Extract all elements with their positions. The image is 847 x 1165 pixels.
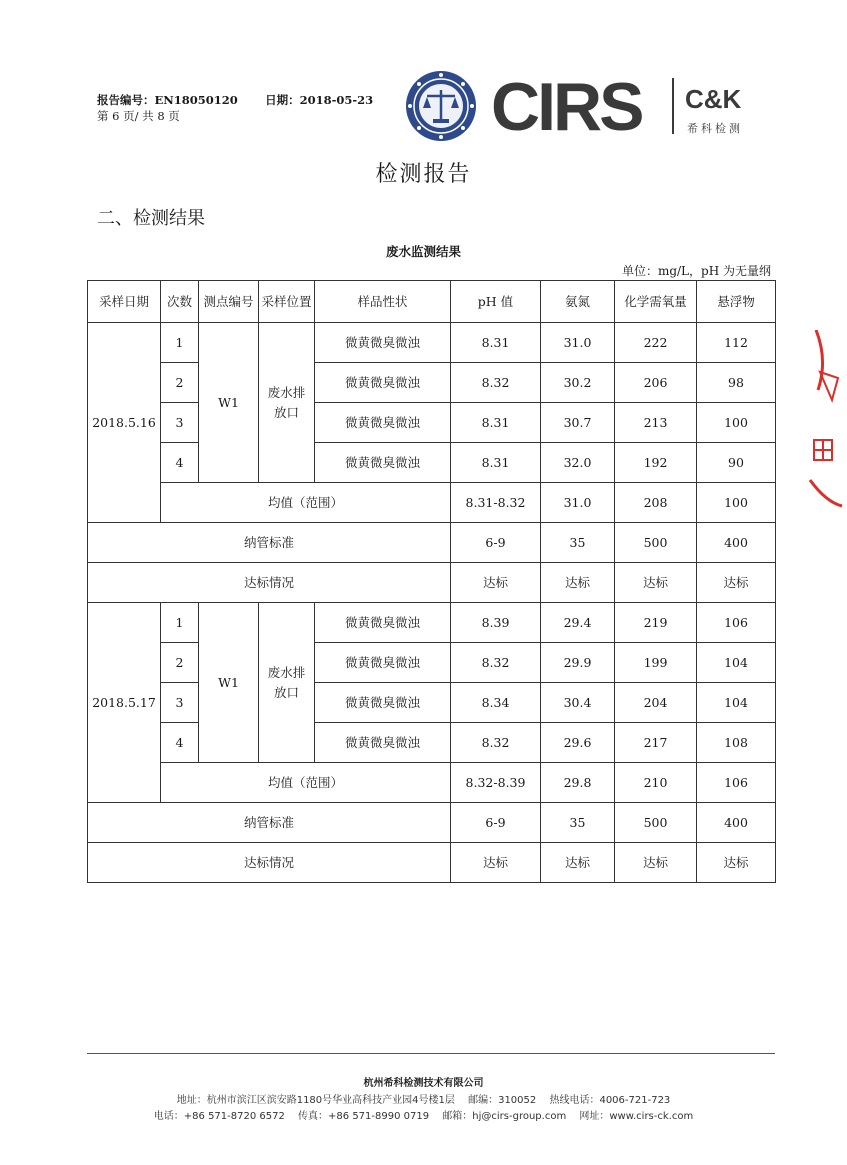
compliance-nh3: 达标 [541,563,615,603]
company-logo [405,68,765,144]
mean-label: 均值（范围） [161,483,451,523]
col-header-date: 采样日期 [88,281,161,323]
table-row [88,403,776,443]
col-header-ph: pH 值 [451,281,541,323]
standard-row [88,523,776,563]
mean-row [88,763,776,803]
compliance-nh3: 达标 [541,843,615,883]
date-label: 日期： [265,93,300,107]
table-row [88,683,776,723]
cell-cod: 204 [615,683,697,723]
cell-cod: 206 [615,363,697,403]
mean-row [88,483,776,523]
standard-nh3: 35 [541,803,615,843]
cell-cod: 222 [615,323,697,363]
cell-appearance: 微黄微臭微浊 [315,443,451,483]
cell-nh3: 29.4 [541,603,615,643]
table-header-row [88,281,776,323]
compliance-ss: 达标 [697,563,776,603]
report-no: EN18050120 [154,93,238,107]
footer-address: 地址：杭州市滨江区滨安路1180号华业高科技产业园4号楼1层 [176,1095,455,1106]
unit-note: 单位：mg/L，pH 为无量纲 [621,264,771,278]
footer-hotline: 热线电话：4006-721-723 [549,1095,671,1106]
table-row [88,643,776,683]
partner-sub-text: 希科检测 [687,122,743,135]
cell-appearance: 微黄微臭微浊 [315,603,451,643]
cell-ss: 108 [697,723,776,763]
standard-label: 纳管标准 [88,523,451,563]
footer-fax: 传真：+86 571-8990 0719 [298,1111,430,1122]
standard-ss: 400 [697,803,776,843]
col-header-appearance: 样品性状 [315,281,451,323]
cell-ph: 8.39 [451,603,541,643]
cell-nh3: 30.4 [541,683,615,723]
table-title: 废水监测结果 [385,244,461,259]
cell-cod: 217 [615,723,697,763]
cell-appearance: 微黄微臭微浊 [315,403,451,443]
cell-cod: 199 [615,643,697,683]
standard-label: 纳管标准 [88,803,451,843]
compliance-ph: 达标 [451,843,541,883]
standard-cod: 500 [615,523,697,563]
cell-ss: 90 [697,443,776,483]
compliance-row [88,563,776,603]
footer-postcode: 邮编：310052 [468,1095,537,1106]
cell-appearance: 微黄微臭微浊 [315,723,451,763]
report-meta [97,92,373,108]
compliance-cod: 达标 [615,843,697,883]
scales-seal-icon [406,71,476,141]
col-header-count: 次数 [161,281,199,323]
cell-count: 4 [161,723,199,763]
table-row [88,363,776,403]
col-header-location: 采样位置 [259,281,315,323]
cell-ph: 8.31 [451,323,541,363]
cell-appearance: 微黄微臭微浊 [315,363,451,403]
brand-logo-text: CIRS [491,69,642,144]
col-header-point: 测点编号 [199,281,259,323]
cell-appearance: 微黄微臭微浊 [315,323,451,363]
cell-count: 4 [161,443,199,483]
cell-ss: 98 [697,363,776,403]
section-heading: 二、检测结果 [97,208,205,229]
standard-ph: 6-9 [451,803,541,843]
compliance-cod: 达标 [615,563,697,603]
cell-cod: 213 [615,403,697,443]
cell-count: 3 [161,403,199,443]
compliance-ss: 达标 [697,843,776,883]
point-id: W1 [199,603,259,763]
compliance-ph: 达标 [451,563,541,603]
sampling-date: 2018.5.16 [88,323,161,523]
cell-nh3: 30.7 [541,403,615,443]
sampling-date: 2018.5.17 [88,603,161,803]
cell-ph: 8.32 [451,643,541,683]
mean-label: 均值（范围） [161,763,451,803]
standard-nh3: 35 [541,523,615,563]
cell-cod: 219 [615,603,697,643]
cell-ss: 104 [697,643,776,683]
mean-ph: 8.31-8.32 [451,483,541,523]
cell-nh3: 32.0 [541,443,615,483]
cell-count: 1 [161,323,199,363]
footer-email: 邮箱：hj@cirs-group.com [442,1111,567,1122]
cell-count: 2 [161,363,199,403]
seal-stamp-fragment [806,330,846,510]
cell-ss: 106 [697,603,776,643]
mean-ph: 8.32-8.39 [451,763,541,803]
mean-nh3: 31.0 [541,483,615,523]
table-row [88,443,776,483]
sampling-location: 废水排放口 [259,603,315,763]
cell-ph: 8.31 [451,403,541,443]
compliance-label: 达标情况 [88,843,451,883]
cell-nh3: 29.9 [541,643,615,683]
cell-ph: 8.34 [451,683,541,723]
mean-ss: 100 [697,483,776,523]
partner-logo-text: C&K [685,84,742,114]
table-row [88,723,776,763]
footer-address-line [0,1091,847,1106]
results-table [87,280,776,883]
cell-ss: 112 [697,323,776,363]
footer-divider [87,1053,775,1054]
col-header-nh3: 氨氮 [541,281,615,323]
footer-company: 杭州希科检测技术有限公司 [363,1078,484,1089]
col-header-cod: 化学需氧量 [615,281,697,323]
standard-row [88,803,776,843]
compliance-row [88,843,776,883]
cell-cod: 192 [615,443,697,483]
compliance-label: 达标情况 [88,563,451,603]
sampling-location: 废水排放口 [259,323,315,483]
footer-website: 网址：www.cirs-ck.com [579,1111,694,1122]
cell-nh3: 30.2 [541,363,615,403]
cell-nh3: 29.6 [541,723,615,763]
cell-appearance: 微黄微臭微浊 [315,643,451,683]
point-id: W1 [199,323,259,483]
standard-cod: 500 [615,803,697,843]
cell-ss: 104 [697,683,776,723]
cell-count: 1 [161,603,199,643]
footer-contact-line [0,1107,847,1122]
mean-nh3: 29.8 [541,763,615,803]
cell-ph: 8.31 [451,443,541,483]
cell-count: 3 [161,683,199,723]
page-info: 第 6 页/ 共 8 页 [97,109,180,123]
cell-ph: 8.32 [451,723,541,763]
standard-ss: 400 [697,523,776,563]
table-row [88,323,776,363]
report-date: 2018-05-23 [299,93,374,107]
document-title: 检测报告 [375,162,472,187]
mean-cod: 208 [615,483,697,523]
table-row [88,603,776,643]
mean-cod: 210 [615,763,697,803]
cell-count: 2 [161,643,199,683]
cell-ss: 100 [697,403,776,443]
report-no-label: 报告编号： [97,93,155,107]
cell-nh3: 31.0 [541,323,615,363]
standard-ph: 6-9 [451,523,541,563]
col-header-ss: 悬浮物 [697,281,776,323]
footer-phone: 电话：+86 571-8720 6572 [153,1111,285,1122]
mean-ss: 106 [697,763,776,803]
cell-ph: 8.32 [451,363,541,403]
cell-appearance: 微黄微臭微浊 [315,683,451,723]
